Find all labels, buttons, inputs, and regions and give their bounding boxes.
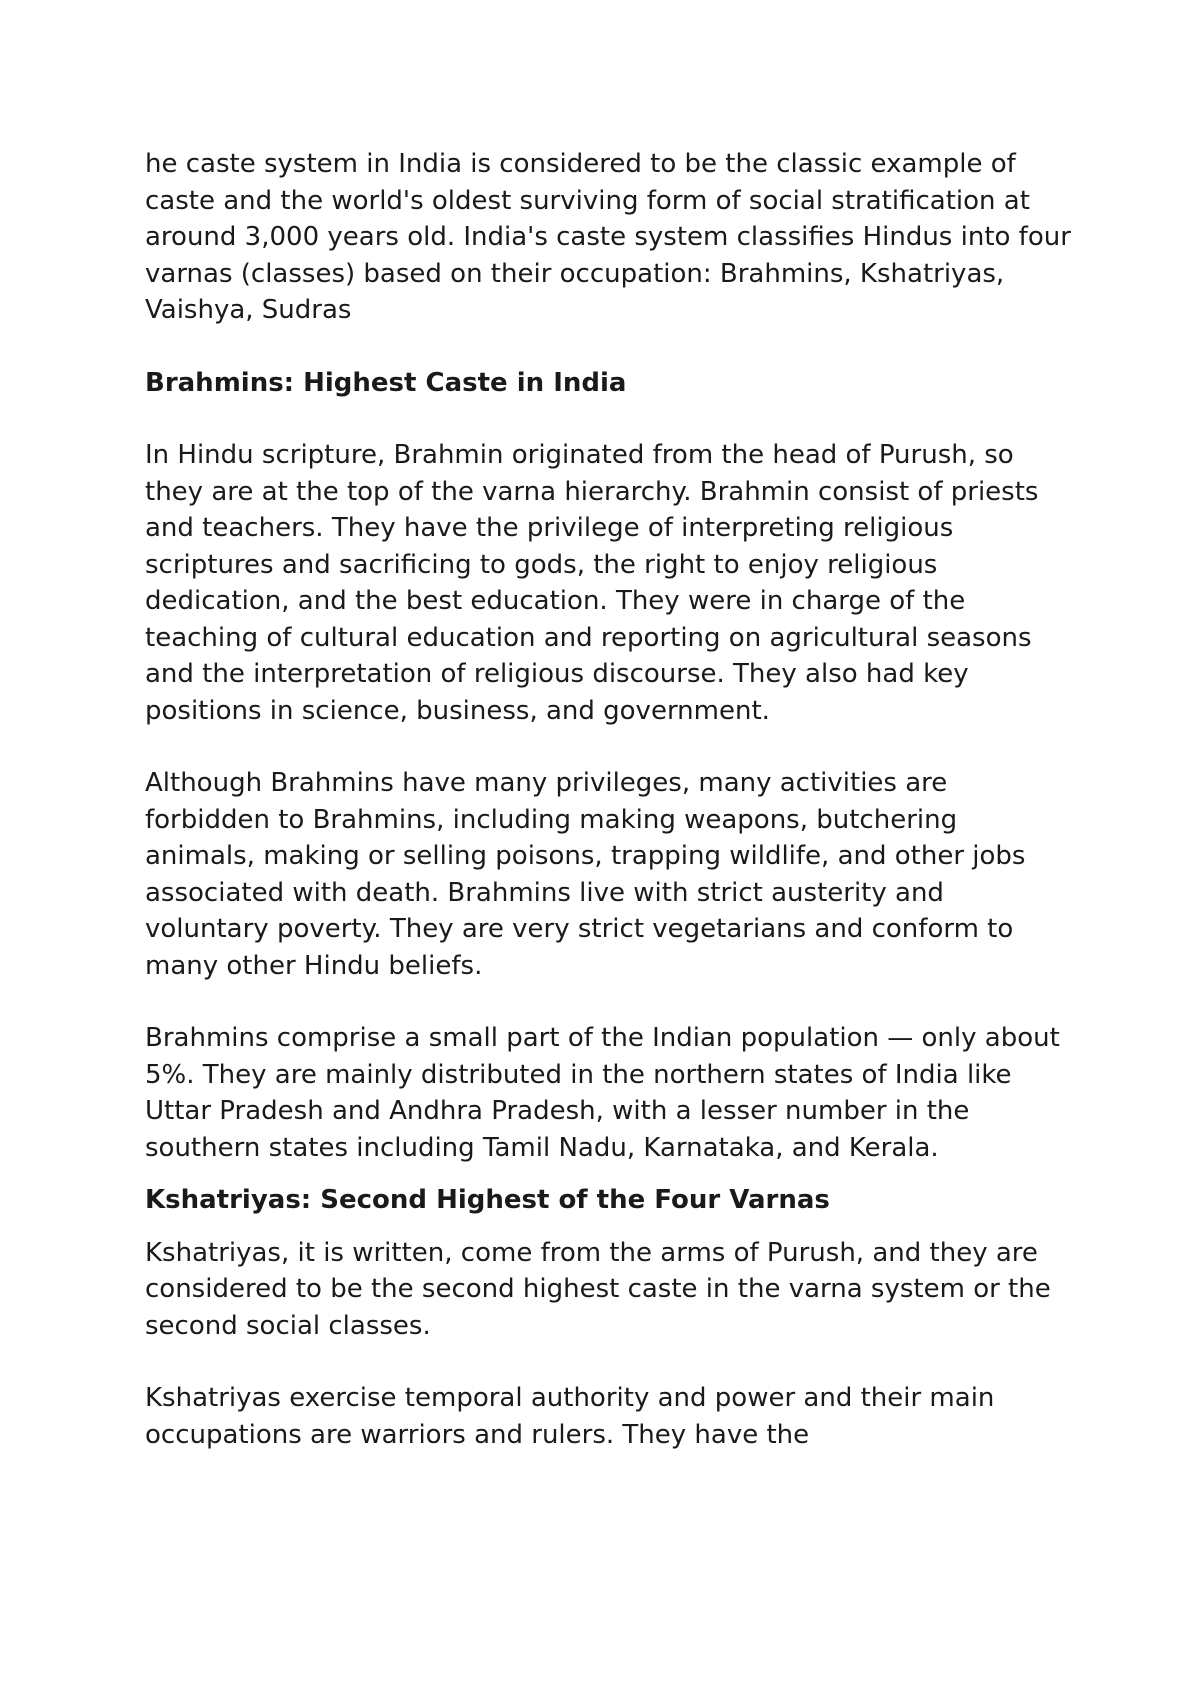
body-paragraph: Kshatriyas, it is written, come from the arms of Purush, and they are considered to be the second highest caste in the varna system or the second social classes. (145, 1237, 1051, 1341)
body-paragraph: Kshatriyas exercise temporal authority and power and their main occupations are warriors and rulers. They have the (145, 1383, 995, 1450)
body-paragraph: Although Brahmins have many privileges, many activities are forbidden to Brahmins, including making weapons, butchering animals, making or selling poisons, trapping wildlife, and other jobs associated with death. Brahmins live with strict austerity and voluntary poverty. They are very strict vegetarians and conform to many other Hindu beliefs. (145, 768, 1026, 981)
intro-paragraph: he caste system in India is considered to be the classic example of caste and the world's oldest surviving form of social stratification at around 3,000 years old. India's caste system classifies Hindus into four varnas (classes) based on their occupation: Brahmins, Kshatriyas, Vaishya, Sudras (145, 149, 1071, 325)
section-heading-kshatriyas: Kshatriyas: Second Highest of the Four Varnas (145, 1185, 830, 1215)
body-paragraph: Brahmins comprise a small part of the Indian population — only about 5%. They are mainly distributed in the northern states of India like Uttar Pradesh and Andhra Pradesh, with a lesser number in the southern states including Tamil Nadu, Karnataka, and Kerala. (145, 1023, 1060, 1163)
document-body (145, 146, 1075, 1489)
body-paragraph: In Hindu scripture, Brahmin originated from the head of Purush, so they are at the top of the varna hierarchy. Brahmin consist of priests and teachers. They have the privilege of interpreting religious scriptures and sacrificing to gods, the right to enjoy religious dedication, and the best education. They were in charge of the teaching of cultural education and reporting on agricultural seasons and the interpretation of religious discourse. They also had key positions in science, business, and government. (145, 440, 1039, 726)
section-heading-brahmins: Brahmins: Highest Caste in India (145, 367, 627, 398)
